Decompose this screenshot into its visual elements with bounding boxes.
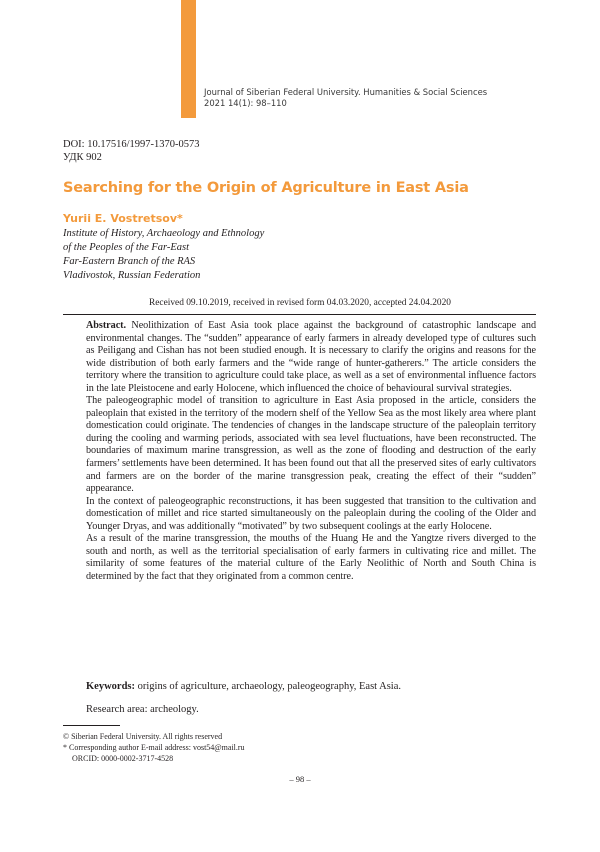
affiliation: [63, 227, 264, 283]
affiliation-line: Vladivostok, Russian Federation: [63, 270, 201, 281]
copyright-note: © Siberian Federal University. All rights reserved: [63, 732, 223, 741]
divider: [63, 314, 536, 315]
keywords-text: origins of agriculture, archaeology, paleogeography, East Asia.: [137, 681, 402, 692]
doi: DOI: 10.17516/1997-1370-0573: [63, 139, 200, 150]
footnote-divider: [63, 725, 120, 726]
udk: УДК 902: [63, 152, 102, 163]
abstract-paragraph: As a result of the marine transgression, the mouths of the Huang He and the Yangtze rivers diverged to the south and north, as well as the territorial specialisation of early farmers in cultivating rice and millet. The similarity of some features of the material culture of the Early Neolithic of North and South China is determined by the fact that they originated from a common centre.: [86, 533, 536, 582]
journal-title: Journal of Siberian Federal University. Humanities & Social Sciences: [204, 87, 488, 97]
orcid-note: ORCID: 0000-0002-3717-4528: [72, 754, 174, 763]
keywords: [86, 680, 536, 693]
author-name: Yurii E. Vostretsov*: [63, 212, 183, 225]
abstract-paragraph: In the context of paleogeographic reconstructions, it has been suggested that transition to the cultivation and domestication of millet and rice started simultaneously on the paleoplain during the cooling of the Older and Younger Dryas, and was additionally “motivated” by two subsequent coolings at the early Holocene.: [86, 495, 536, 532]
affiliation-line: Far-Eastern Branch of the RAS: [63, 256, 196, 267]
abstract: [86, 320, 536, 583]
abstract-label: Abstract.: [86, 320, 127, 331]
abstract-paragraph: The paleogeographic model of transition to agriculture in East Asia proposed in the article, considers the paleoplain that existed in the territory of the modern shelf of the Yellow Sea as the most likely area where plant domestication could originate. The tendencies of changes in the landscape structure of the paleoplain territory during the cooling and warming periods, associated with sea level fluctuations, have been reconstructed. The boundaries of maximum marine transgression, as well as the zone of flooding and destruction of the early farmers’ settlements have been determined. It has been found out that all the preserved sites of early cultivators and farmers are on the border of the marine transgression peak, creating the effect of their “sudden” appearance.: [86, 395, 536, 495]
article-title: Searching for the Origin of Agriculture in East Asia: [63, 180, 469, 196]
abstract-text: Neolithization of East Asia took place against the background of catastrophic landscape and environmental changes. The “sudden” appearance of early farmers in already developed type of cultures such as Peiligang and Cishan has not been studied enough. It is necessary to clarify the origins and reasons for the wide distribution of both early farmers and the “wide range of hunter-gatherers.” The article considers the territory where the transition to agriculture could take place, as well as a set of environmental influence factors in the late Pleistocene and early Holocene, which influenced the choice of behavioural survival strategies.: [86, 320, 536, 394]
footnotes: [63, 731, 245, 764]
received-dates: Received 09.10.2019, received in revised form 04.03.2020, accepted 24.04.2020: [149, 298, 451, 308]
page-number: – 98 –: [289, 774, 311, 784]
affiliation-line: Institute of History, Archaeology and Ethnology: [63, 228, 265, 239]
journal-header: [204, 87, 487, 109]
journal-volume: 2021 14(1): 98–110: [204, 98, 287, 108]
keywords-label: Keywords:: [86, 681, 135, 692]
research-area: Research area: archeology.: [86, 704, 199, 715]
abstract-paragraph: [86, 320, 536, 395]
affiliation-line: of the Peoples of the Far-East: [63, 242, 190, 253]
header-accent-bar: [181, 0, 196, 118]
doi-block: [63, 138, 200, 164]
corresponding-author-note: * Corresponding author E-mail address: vost54@mail.ru: [63, 743, 245, 752]
